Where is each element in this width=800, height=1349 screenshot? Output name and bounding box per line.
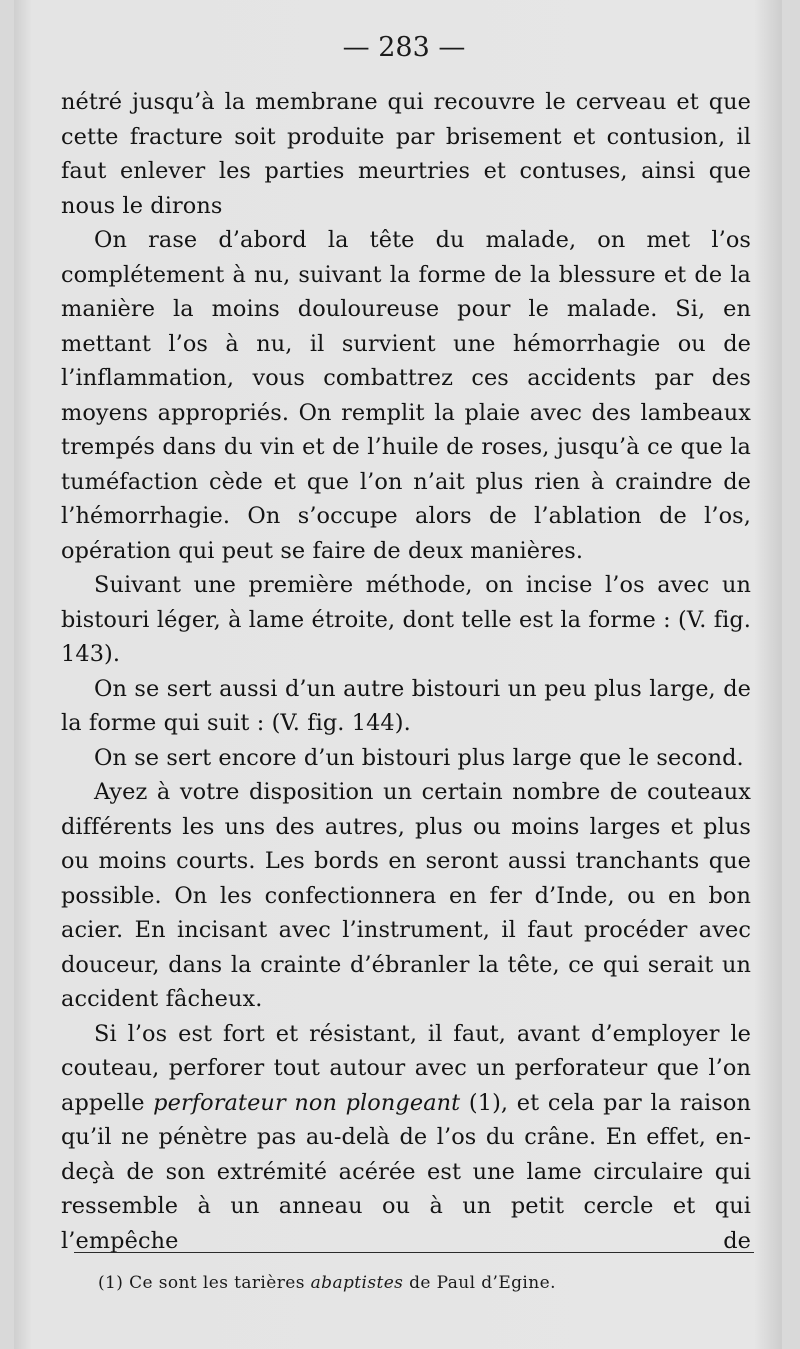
paragraph-1: nétré jusqu’à la membrane qui recouvre le cerveau et que cette fracture soit produite par brisement et contusion, il faut enlever les parties meurtries et contuses, ainsi que nous le dirons bbox=[61, 89, 751, 219]
paragraph-2: On rase d’abord la tête du malade, on met l’os complétement à nu, suivant la forme de la blessure et de la manière la moins douloureuse pour le malade. Si, en mettant l’os à nu, il survient une hémorrhagie ou de l’inflammation, vous combattrez ces accidents par des moyens appropriés. On remplit la plaie avec des lambeaux trempés dans du vin et de l’huile de roses, jusqu’à ce que la tuméfaction cède et que l’on n’ait plus rien à craindre de l’hémorrhagie. On s’occupe alors de l’ablation de l’os, opération qui peut se faire de deux manières. bbox=[61, 227, 751, 564]
footnote-rule bbox=[74, 1252, 754, 1253]
page-number: — 283 — bbox=[342, 32, 466, 63]
footnote-text-end: de Paul d’Egine. bbox=[403, 1273, 556, 1293]
body-text bbox=[61, 85, 751, 1258]
paragraph-7-text-end: (1), et cela par la raison qu’il ne pénètre pas au-delà de l’os du crâne. En effet, en-deçà de son extrémité acérée est une lame circulaire qui ressemble à un anneau ou à un petit cercle et qui l’empêche de bbox=[61, 1089, 751, 1254]
book-page bbox=[14, 0, 782, 1349]
paragraph-6: Ayez à votre disposition un certain nombre de couteaux différents les uns des autres, plus ou moins larges et plus ou moins courts. Les bords en seront aussi tranchants que possible. On les confectionnera en fer d’Inde, ou en bon acier. En incisant avec l’instrument, il faut procéder avec douceur, dans la crainte d’ébranler la tête, ce qui serait un accident fâcheux. bbox=[61, 779, 751, 1012]
footnote-italic-term: abaptistes bbox=[310, 1273, 404, 1293]
paragraph-5: On se sert encore d’un bistouri plus large que le second. bbox=[94, 744, 744, 771]
footnote-text-start: Ce sont les tarières bbox=[123, 1273, 311, 1293]
footnote-marker: (1) bbox=[98, 1273, 124, 1293]
footnote bbox=[98, 1273, 556, 1293]
paragraph-7-italic-term: perforateur non plongeant bbox=[153, 1089, 461, 1116]
paragraph-3: Suivant une première méthode, on incise l’os avec un bistouri léger, à lame étroite, dont telle est la forme : (V. fig. 143). bbox=[61, 572, 751, 667]
paragraph-7-text-start: Si l’os est fort et résistant, il faut, avant d’employer le couteau, perforer tout autour avec un perforateur que l’on appelle bbox=[61, 1020, 751, 1116]
paragraph-7 bbox=[61, 1017, 751, 1259]
paragraph-4: On se sert aussi d’un autre bistouri un peu plus large, de la forme qui suit : (V. fig. 144). bbox=[61, 675, 751, 736]
